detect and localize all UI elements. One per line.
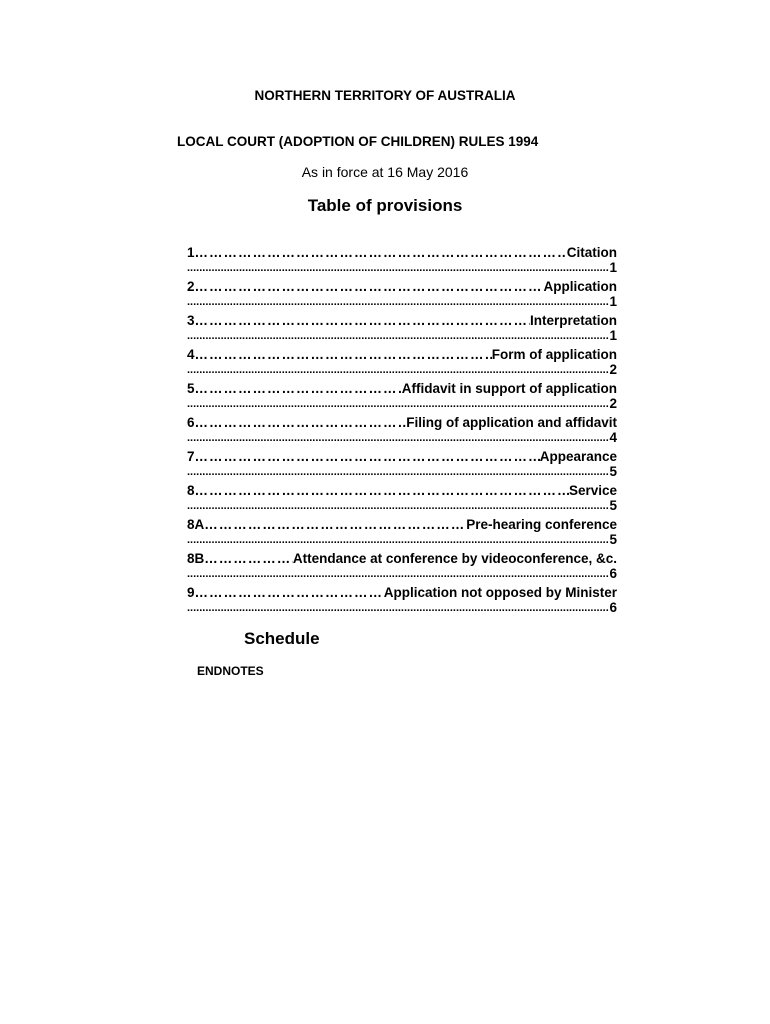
toc-leader-dots <box>195 414 407 431</box>
toc-entry-title: Application not opposed by Minister <box>383 585 617 600</box>
toc-entry-number: 8 <box>187 483 195 498</box>
toc-entry-title: Attendance at conference by videoconference, &c. <box>292 551 617 566</box>
toc-page-leader-dots <box>187 465 609 482</box>
toc-entry[interactable] <box>187 414 617 448</box>
toc-leader-dots <box>204 516 466 533</box>
toc-page-leader-dots <box>187 295 609 312</box>
toc-entry-number: 3 <box>187 313 195 328</box>
toc-entry-title: Citation <box>566 245 617 260</box>
toc-entry-number: 2 <box>187 279 195 294</box>
toc-entry-heading-line <box>187 312 617 329</box>
toc-entry-page-number: 2 <box>609 397 617 411</box>
toc-leader-dots <box>195 346 492 363</box>
toc-page-leader-dots <box>187 601 609 618</box>
toc-entry-heading-line <box>187 516 617 533</box>
toc-entry-page-line <box>187 465 617 482</box>
endnotes-heading[interactable]: ENDNOTES <box>197 664 264 678</box>
toc-entry-number: 7 <box>187 449 195 464</box>
table-of-provisions <box>187 244 617 618</box>
toc-leader-dots <box>195 448 540 465</box>
toc-entry-page-line <box>187 601 617 618</box>
toc-heading: Table of provisions <box>307 196 463 215</box>
toc-entry-page-number: 5 <box>609 499 617 513</box>
toc-entry-page-number: 5 <box>609 533 617 547</box>
toc-entry-title: Filing of application and affidavit <box>406 415 617 430</box>
toc-entry-title: Pre-hearing conference <box>466 517 617 532</box>
toc-page-leader-dots <box>187 261 609 278</box>
toc-entry-page-number: 4 <box>609 431 617 445</box>
toc-entry-heading-line <box>187 278 617 295</box>
toc-page-leader-dots <box>187 329 609 346</box>
toc-entry-page-number: 6 <box>609 601 617 615</box>
toc-entry-page-line <box>187 261 617 278</box>
toc-entry-page-number: 1 <box>609 261 617 275</box>
toc-leader-dots <box>195 482 569 499</box>
toc-entry-page-line <box>187 499 617 516</box>
toc-leader-dots <box>195 380 402 397</box>
toc-entry-number: 8B <box>187 551 205 566</box>
toc-leader-dots <box>195 278 544 295</box>
in-force-date: As in force at 16 May 2016 <box>301 164 469 180</box>
toc-entry-heading-line <box>187 448 617 465</box>
toc-entry-page-number: 1 <box>609 295 617 309</box>
toc-entry-number: 5 <box>187 381 195 396</box>
schedule-heading[interactable]: Schedule <box>244 629 320 648</box>
toc-entry[interactable] <box>187 448 617 482</box>
toc-entry-title: Application <box>543 279 617 294</box>
toc-entry-page-number: 5 <box>609 465 617 479</box>
toc-entry-number: 9 <box>187 585 195 600</box>
toc-page-leader-dots <box>187 499 609 516</box>
toc-entry-heading-line <box>187 550 617 567</box>
toc-entry[interactable] <box>187 278 617 312</box>
toc-entry[interactable] <box>187 550 617 584</box>
toc-entry-heading-line <box>187 346 617 363</box>
toc-entry-heading-line <box>187 482 617 499</box>
toc-entry-page-line <box>187 363 617 380</box>
toc-entry[interactable] <box>187 584 617 618</box>
toc-entry-heading-line <box>187 244 617 261</box>
toc-entry[interactable] <box>187 244 617 278</box>
toc-entry-title: Appearance <box>539 449 617 464</box>
toc-entry-number: 6 <box>187 415 195 430</box>
toc-leader-dots <box>195 244 567 261</box>
toc-page-leader-dots <box>187 567 609 584</box>
toc-leader-dots <box>195 584 384 601</box>
toc-entry-page-line <box>187 397 617 414</box>
toc-page-leader-dots <box>187 431 609 448</box>
toc-entry-number: 8A <box>187 517 205 532</box>
toc-entry[interactable] <box>187 380 617 414</box>
toc-entry-page-line <box>187 533 617 550</box>
toc-entry-number: 4 <box>187 347 195 362</box>
toc-entry-heading-line <box>187 380 617 397</box>
toc-entry-number: 1 <box>187 245 195 260</box>
toc-page-leader-dots <box>187 363 609 380</box>
toc-entry[interactable] <box>187 482 617 516</box>
toc-entry[interactable] <box>187 516 617 550</box>
toc-entry-page-number: 2 <box>609 363 617 377</box>
toc-leader-dots <box>204 550 293 567</box>
toc-entry-page-line <box>187 567 617 584</box>
toc-page-leader-dots <box>187 397 609 414</box>
toc-entry-title: Form of application <box>491 347 617 362</box>
toc-entry-page-number: 6 <box>609 567 617 581</box>
toc-entry-page-number: 1 <box>609 329 617 343</box>
toc-entry-page-line <box>187 431 617 448</box>
toc-entry-title: Interpretation <box>529 313 617 328</box>
rules-title: LOCAL COURT (ADOPTION OF CHILDREN) RULES 1994 <box>177 134 539 149</box>
toc-entry-title: Service <box>568 483 617 498</box>
toc-entry[interactable] <box>187 346 617 380</box>
toc-entry[interactable] <box>187 312 617 346</box>
toc-entry-page-line <box>187 329 617 346</box>
toc-entry-heading-line <box>187 414 617 431</box>
toc-entry-heading-line <box>187 584 617 601</box>
toc-entry-page-line <box>187 295 617 312</box>
jurisdiction-heading: NORTHERN TERRITORY OF AUSTRALIA <box>254 88 516 103</box>
toc-page-leader-dots <box>187 533 609 550</box>
toc-entry-title: Affidavit in support of application <box>401 381 617 396</box>
toc-leader-dots <box>195 312 530 329</box>
